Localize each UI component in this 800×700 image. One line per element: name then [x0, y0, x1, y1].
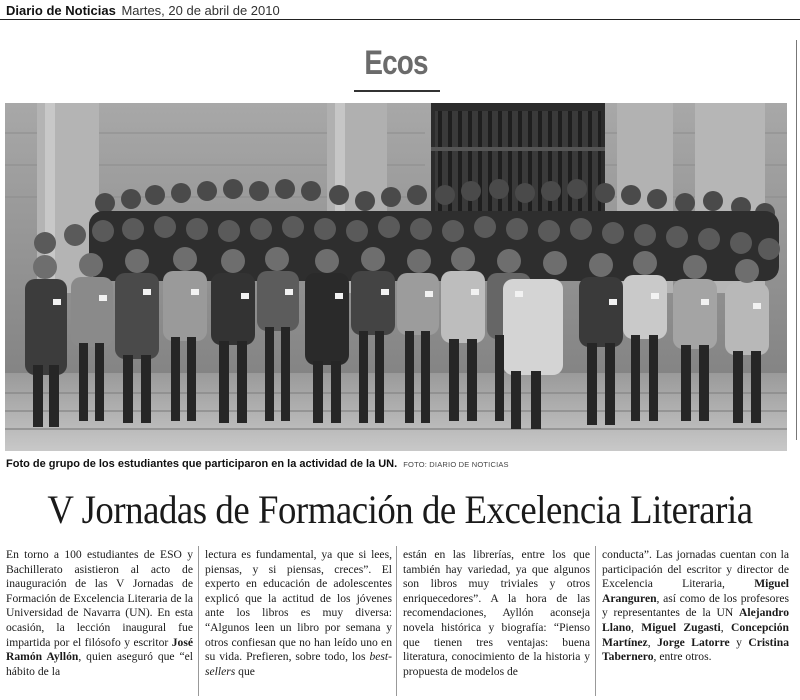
body-text: , así como de los profesores y representantes de la UN	[602, 591, 789, 620]
person-name: Jorge Latorre	[657, 635, 730, 649]
body-text: están en las librerías, entre los que también hay variedad, ya que algunos son libros muy triviales y otros enriquecedores”. A la hora de las recomendaciones, Ayllón aconseja novela histórica y biografía: “Pienso que tienen tres ventajas: buena literatura, conocimiento de la historia y propuesta de modelos de	[403, 548, 590, 678]
body-text: ,	[647, 635, 651, 649]
caption-text: Foto de grupo de los estudiantes que participaron en la actividad de la UN.	[6, 458, 398, 470]
article-column-4	[602, 548, 789, 665]
column-rule	[198, 546, 199, 696]
body-text: ,	[631, 620, 634, 634]
article-column-2	[205, 548, 392, 679]
article-column-3	[403, 548, 590, 679]
person-name: Miguel Zugasti	[641, 620, 721, 634]
publication-date: Martes, 20 de abril de 2010	[121, 3, 280, 18]
body-text: , entre otros.	[653, 650, 712, 664]
masthead-rule	[0, 19, 800, 20]
group-photo	[5, 103, 787, 451]
person-name: Concepción Martínez	[602, 620, 789, 649]
body-text: En torno a 100 estudiantes de ESO y Bachillerato asistieron al acto de inauguración de las V Jornadas de Formación de Excelencia Literaria de la Universidad de Navarra (UN). En esta ocasión, la lección inaugural fue impartida por el filósofo y escritor	[6, 548, 193, 649]
column-rule	[396, 546, 397, 696]
photo-credit: FOTO: DIARIO DE NOTICIAS	[403, 460, 509, 469]
body-text: y	[729, 635, 742, 649]
article-paragraph	[602, 548, 789, 665]
article-paragraph	[205, 548, 392, 679]
article-paragraph	[403, 548, 590, 679]
article-paragraph	[6, 548, 193, 679]
body-text: , quien aseguró que “el hábito de la	[6, 650, 194, 678]
body-text: que	[235, 664, 255, 678]
person-name: Cristina Tabernero	[602, 635, 789, 664]
photo-caption	[6, 457, 766, 472]
article-column-1	[6, 548, 193, 679]
body-text: lectura es fundamental, ya que si lees, piensas, y si piensas, creces”. El experto en educación de adolescentes explicó que la actitud de los jóvenes ante los libros es muy diversa: “Algunos leen un libro por semana y otros confiesan que no han leído uno en su vida. Prefieren, sobre todo, los	[205, 548, 392, 664]
body-text: conducta”. Las jornadas cuentan con la participación del escritor y director de Excelencia Literaria,	[602, 548, 789, 591]
section-rule	[354, 90, 440, 92]
person-name: Miguel Aranguren	[602, 577, 789, 605]
body-text: ,	[720, 620, 724, 634]
person-name: Alejandro Llano	[602, 606, 789, 634]
section-title: Ecos	[364, 44, 428, 82]
person-name: José Ramón Ayllón	[6, 635, 193, 664]
column-rule	[595, 546, 596, 696]
italic-term: best-sellers	[205, 650, 392, 678]
publication-name: Diario de Noticias	[6, 3, 116, 18]
article-headline: V Jornadas de Formación de Excelencia Literaria	[47, 487, 753, 532]
page-frame-rule	[796, 40, 797, 440]
